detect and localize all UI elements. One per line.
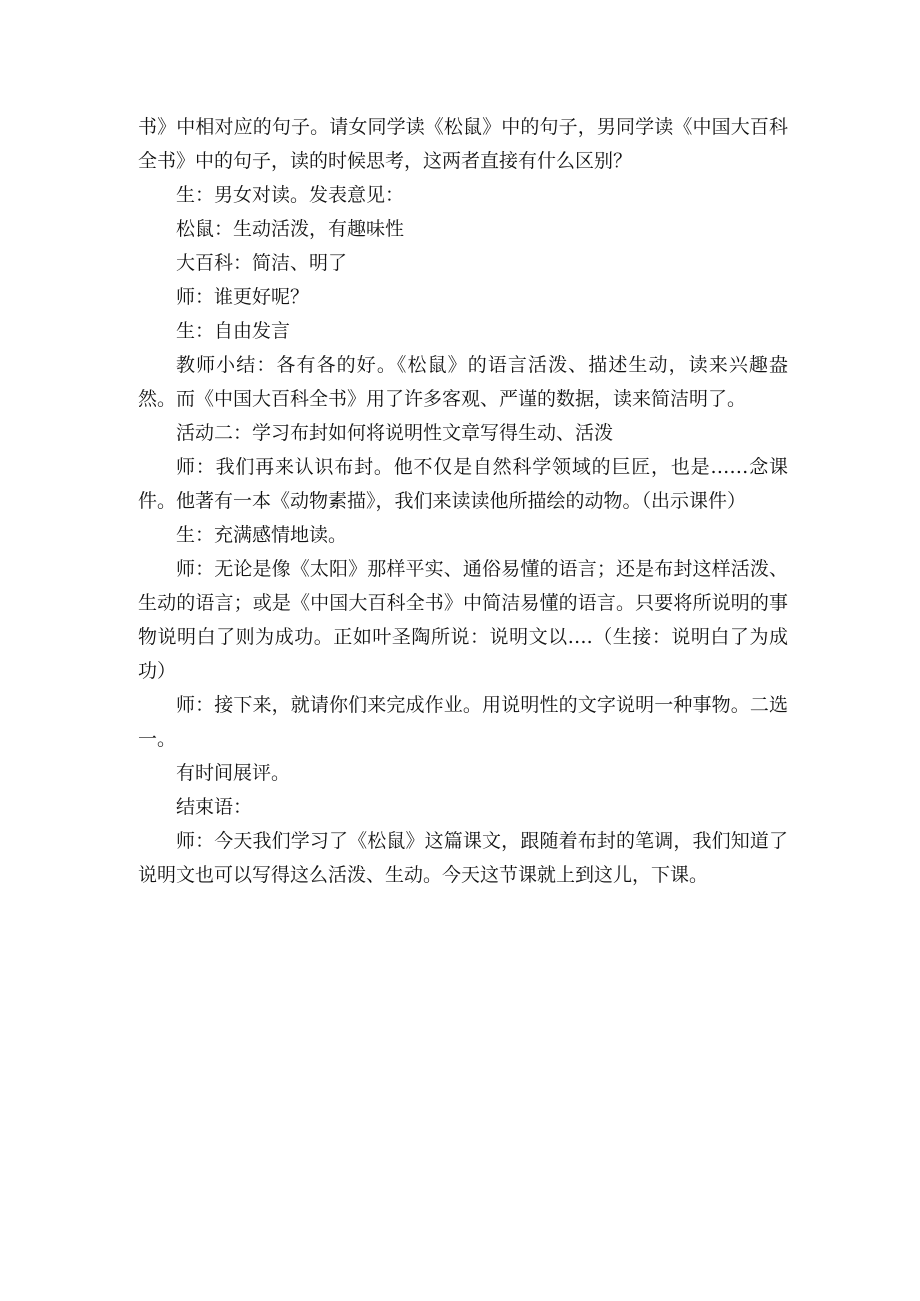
paragraph-teacher-summary: 教师小结：各有各的好。《松鼠》的语言活泼、描述生动，读来兴趣盎然。而《中国大百科全书》用了许多客观、严谨的数据，读来简洁明了。: [138, 354, 788, 410]
paragraph-teacher-language: 师：无论是像《太阳》那样平实、通俗易懂的语言；还是布封这样活泼、生动的语言；或是《中国大百科全书》中简洁易懂的语言。只要将所说明的事物说明白了则为成功。正如叶圣陶所说：说明文以….（生接：说明白了为成功）: [138, 558, 788, 682]
paragraph-student-discussion: 生：自由发言: [176, 320, 291, 342]
paragraph-teacher-buffon: 师：我们再来认识布封。他不仅是自然科学领域的巨匠，也是……念课件。他著有一本《动物素描》，我们来读读他所描绘的动物。（出示课件）: [138, 456, 788, 512]
paragraph-continuation: 书》中相对应的句子。请女同学读《松鼠》中的句子，男同学读《中国大百科全书》中的句子，读的时候思考，这两者直接有什么区别？: [138, 116, 788, 172]
document-body: [138, 110, 788, 892]
paragraph-student-read-aloud: 生：充满感情地读。: [176, 524, 348, 546]
paragraph-teacher-closing: 师：今天我们学习了《松鼠》这篇课文，跟随着布封的笔调，我们知道了说明文也可以写得这么活泼、生动。今天这节课就上到这儿，下课。: [138, 830, 788, 886]
paragraph-student-reading: 生：男女对读。发表意见：: [176, 184, 405, 206]
paragraph-presentation: 有时间展评。: [176, 762, 291, 784]
paragraph-activity-two: 活动二：学习布封如何将说明性文章写得生动、活泼: [176, 422, 614, 444]
paragraph-teacher-homework: 师：接下来，就请你们来完成作业。用说明性的文字说明一种事物。二选一。: [138, 694, 788, 750]
paragraph-closing-heading: 结束语：: [176, 796, 253, 818]
paragraph-squirrel-trait: 松鼠：生动活泼，有趣味性: [176, 218, 405, 240]
paragraph-teacher-question: 师：谁更好呢？: [176, 286, 310, 308]
paragraph-encyclopedia-trait: 大百科：简洁、明了: [176, 252, 348, 274]
